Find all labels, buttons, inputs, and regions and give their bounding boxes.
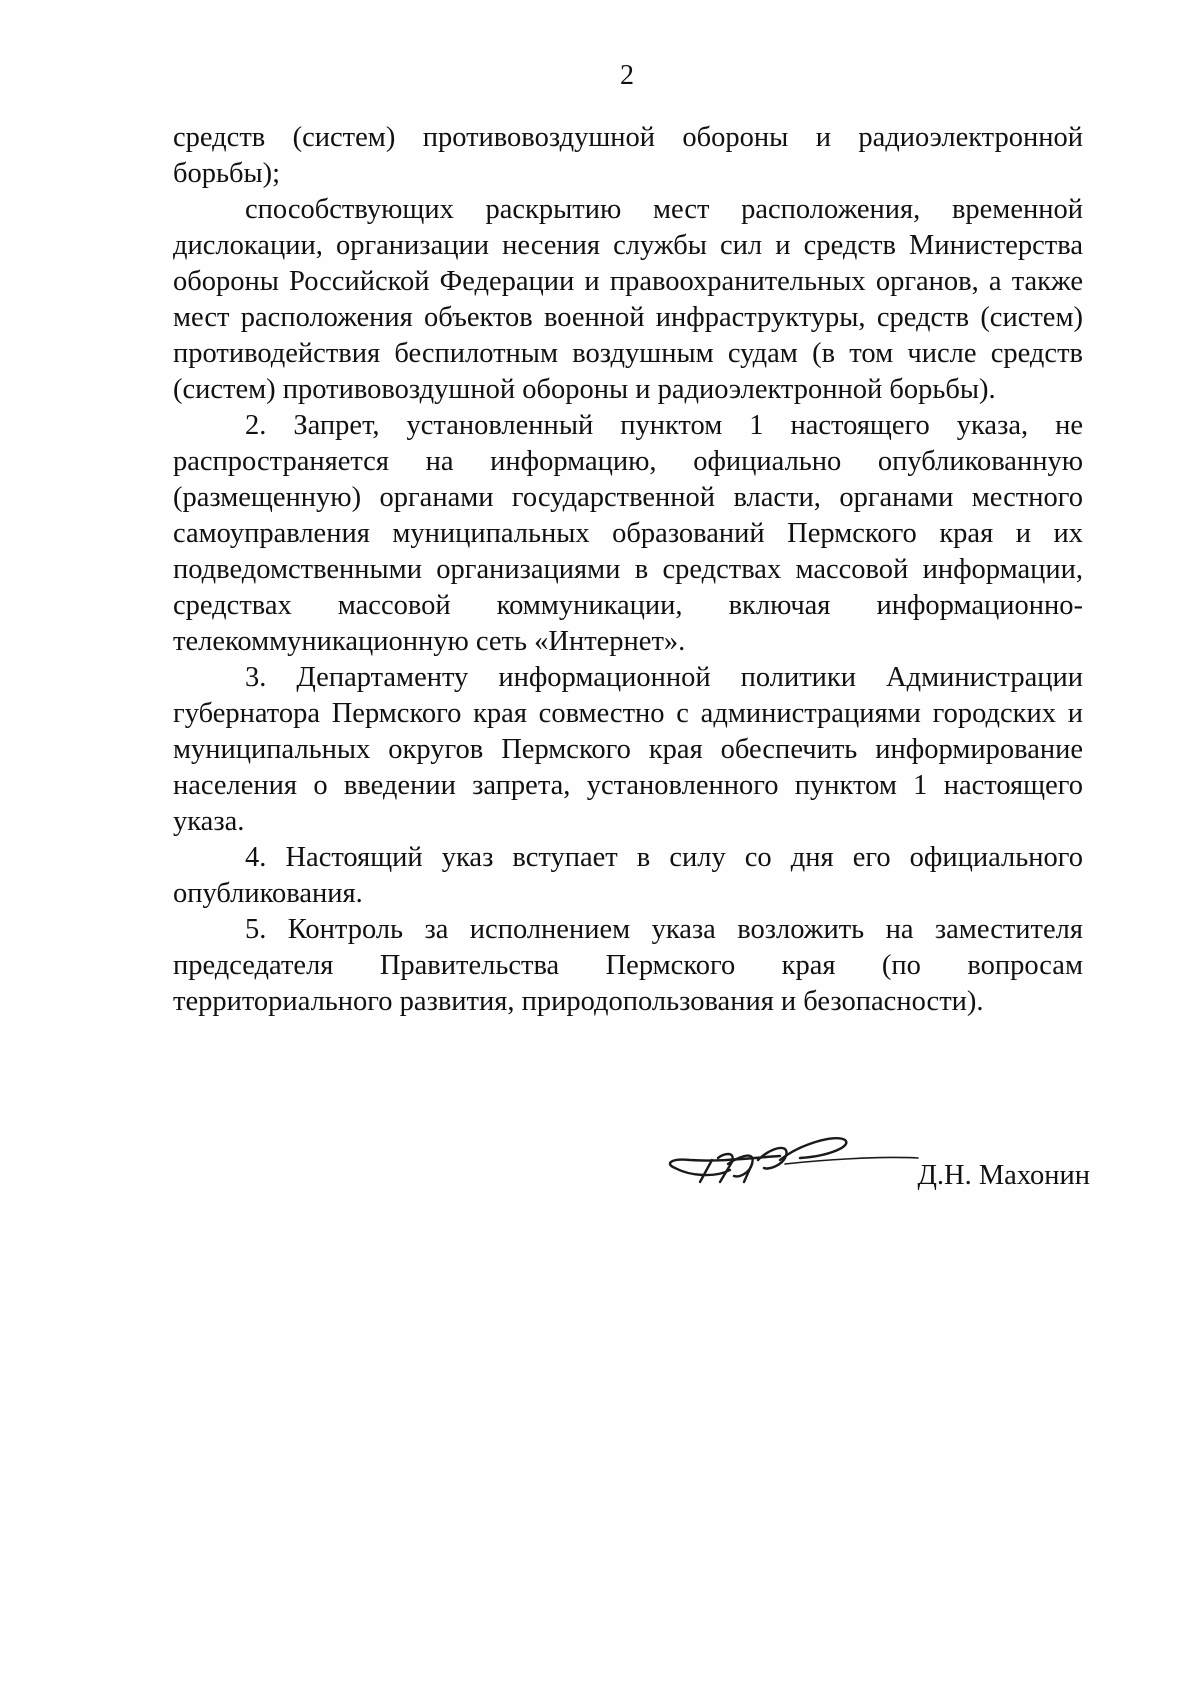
signer-name: Д.Н. Махонин: [917, 1160, 1090, 1191]
signature-block: [660, 1120, 1090, 1200]
paragraph-item-5: 5. Контроль за исполнением указа возложить на заместителя председателя Правительства Пермского края (по вопросам территориального развития, природопользования и безопасности).: [173, 914, 1083, 1017]
paragraph-item-4: 4. Настоящий указ вступает в силу со дня его официального опубликования.: [173, 842, 1083, 909]
handwritten-signature: [660, 1120, 920, 1190]
paragraph-item-2: 2. Запрет, установленный пунктом 1 настоящего указа, не распространяется на информацию, официально опубликованную (размещенную) органами государственной власти, органами местного самоуправления муниципальных образований Пермского края и их подведомственными организациями в средствах массовой информации, средствах массовой коммуникации, включая информационно-телекоммуникационную сеть «Интернет».: [173, 410, 1083, 657]
document-body: [173, 120, 1083, 1020]
page-number: 2: [620, 60, 634, 91]
paragraph-item-3: 3. Департаменту информационной политики Администрации губернатора Пермского края совместно с администрациями городских и муниципальных округов Пермского края обеспечить информирование населения о введении запрета, установленного пунктом 1 настоящего указа.: [173, 662, 1083, 837]
paragraph-continuation: средств (систем) противовоздушной обороны и радиоэлектронной борьбы);: [173, 122, 1083, 189]
paragraph-disclosure-locations: способствующих раскрытию мест расположения, временной дислокации, организации несения службы сил и средств Министерства обороны Российской Федерации и правоохранительных органов, а также мест расположения объектов военной инфраструктуры, средств (систем) противодействия беспилотным воздушным судам (в том числе средств (систем) противовоздушной обороны и радиоэлектронной борьбы).: [173, 194, 1083, 405]
